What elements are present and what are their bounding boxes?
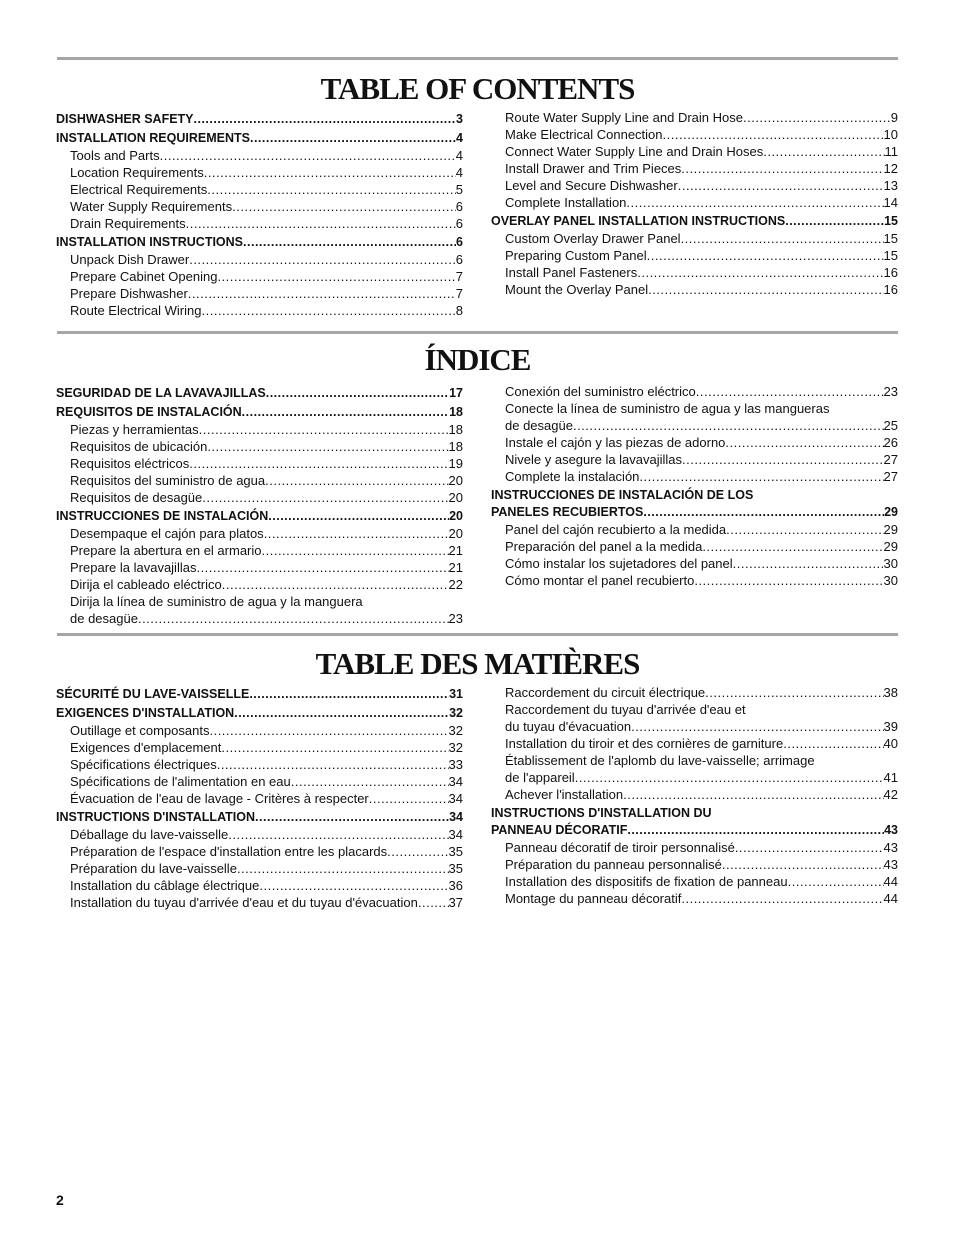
toc-entry-label: Préparation du lave-vaisselle [70,861,237,876]
toc-entry-page: 16 [883,282,898,297]
toc-entry-page: 18 [448,422,463,437]
toc-entry-page: 15 [883,248,898,263]
toc-heading-entry[interactable] [491,487,898,521]
toc-entry[interactable] [56,181,463,198]
toc-entry[interactable] [491,468,898,485]
toc-entry-label: Achever l'installation [505,787,624,802]
toc-entry-label-line1: Dirija la línea de suministro de agua y la manguera [70,594,363,609]
toc-entry[interactable] [56,542,463,559]
toc-entry-page: 6 [455,216,463,231]
toc-entry-label: Outillage et composants [70,723,210,738]
dot-leader [259,877,448,894]
dot-leader [217,268,455,285]
dot-leader [626,194,883,211]
dot-leader [202,302,456,319]
dot-leader [705,684,883,701]
dot-leader [639,468,883,485]
toc-entry-page: 35 [448,844,463,859]
toc-entry-label: Mount the Overlay Panel [505,282,649,297]
toc-entry[interactable] [56,843,463,860]
toc-entry[interactable] [56,773,463,790]
toc-entry-label: INSTRUCTIONS D'INSTALLATION [56,810,256,824]
toc-entry[interactable] [56,438,463,455]
toc-entry-label: Drain Requirements [70,216,186,231]
toc-entry-label: Requisitos de ubicación [70,439,208,454]
dot-leader [202,489,448,506]
dot-leader [265,472,448,489]
toc-entry[interactable] [491,160,898,177]
dot-leader [785,213,884,230]
toc-entry-label: Nivele y asegure la lavavajillas [505,452,683,467]
dot-leader [209,722,448,739]
toc-entry-label: Spécifications électriques [70,757,217,772]
toc-entry[interactable] [491,451,898,468]
toc-entry-label: INSTALLATION INSTRUCTIONS [56,235,244,249]
toc-entry-page: 9 [890,110,898,125]
dot-leader [160,147,456,164]
toc-entry-page: 6 [455,199,463,214]
toc-entry-label: Cómo montar el panel recubierto [505,573,695,588]
dot-leader [627,822,884,839]
toc-entry-label: INSTRUCCIONES DE INSTALACIÓN [56,509,269,523]
toc-heading-entry[interactable] [56,809,463,826]
toc-entry-page: 35 [448,861,463,876]
toc-entry-page: 41 [883,770,898,785]
toc-entry[interactable] [491,281,898,298]
toc-entry[interactable] [56,894,463,911]
dot-leader [369,790,449,807]
toc-entry[interactable] [491,400,898,434]
toc-entry[interactable] [491,109,898,126]
dot-leader [387,843,448,860]
toc-entry-page: 11 [884,144,898,159]
dot-leader [725,434,883,451]
section-divider [57,57,898,60]
toc-entry-label: REQUISITOS DE INSTALACIÓN [56,405,242,419]
section-divider [57,331,898,334]
dot-leader [788,873,884,890]
toc-entry[interactable] [56,251,463,268]
toc-entry-label-line1: Établissement de l'aplomb du lave-vaisselle; arrimage [505,753,815,768]
toc-entry[interactable] [491,126,898,143]
dot-leader [722,856,884,873]
toc-entry-page: 39 [883,719,898,734]
toc-entry-page: 25 [883,418,898,433]
dot-leader [643,504,884,521]
dot-leader [681,160,883,177]
toc-entry-label: Piezas y herramientas [70,422,199,437]
toc-entry-label: PANELES RECUBIERTOS [491,505,644,519]
toc-entry-page: 44 [883,874,898,889]
toc-entry-label: Requisitos eléctricos [70,456,190,471]
toc-right-column [491,109,898,298]
toc-entry-label: DISHWASHER SAFETY [56,112,194,126]
toc-entry-label: Déballage du lave-vaisselle [70,827,229,842]
toc-entry-page: 30 [883,556,898,571]
dot-leader [194,111,457,128]
toc-entry-page: 7 [455,286,463,301]
toc-entry[interactable] [56,790,463,807]
toc-entry[interactable] [491,890,898,907]
toc-entry-label: Route Water Supply Line and Drain Hose [505,110,743,125]
toc-entry-label: Location Requirements [70,165,204,180]
toc-heading-entry[interactable] [56,705,463,722]
dot-leader [262,542,449,559]
toc-entry-label: Prepare Dishwasher [70,286,188,301]
dot-leader [743,109,891,126]
toc-entry-label: Raccordement du circuit électrique [505,685,706,700]
toc-entry-label: Electrical Requirements [70,182,208,197]
toc-entry-label: Évacuation de l'eau de lavage - Critères à respecter [70,791,369,806]
toc-entry-label: Requisitos del suministro de agua [70,473,266,488]
toc-entry[interactable] [491,572,898,589]
toc-entry-label: Desempaque el cajón para platos [70,526,264,541]
toc-entry-page: 27 [883,452,898,467]
toc-entry-page: 43 [883,857,898,872]
toc-entry-label: Installation du tiroir et des cornières de garniture [505,736,784,751]
toc-entry-page: 38 [883,685,898,700]
toc-entry[interactable] [491,752,898,786]
toc-entry-label: Complete la instalación [505,469,640,484]
toc-entry-label: Installation du tuyau d'arrivée d'eau et du tuyau d'évacuation [70,895,418,910]
toc-entry-label: Conexión del suministro eléctrico [505,384,696,399]
dot-leader [255,809,449,826]
toc-entry[interactable] [491,839,898,856]
toc-entry[interactable] [491,701,898,735]
toc-entry-label: Requisitos de desagüe [70,490,203,505]
toc-heading-entry[interactable] [56,385,463,402]
indice-right-column [491,383,898,589]
toc-entry-page: 14 [883,195,898,210]
dot-leader [733,555,884,572]
toc-entry-label: Complete Installation [505,195,627,210]
toc-entry-label: Preparing Custom Panel [505,248,647,263]
toc-heading-entry[interactable] [56,508,463,525]
matieres-right-column [491,684,898,907]
matieres-left-column [56,684,463,911]
toc-entry[interactable] [491,684,898,701]
toc-entry-page: 32 [448,740,463,755]
dot-leader [783,735,883,752]
toc-entry-label: OVERLAY PANEL INSTALLATION INSTRUCTIONS [491,214,786,228]
toc-entry-page: 22 [448,577,463,592]
toc-entry-page: 4 [455,165,463,180]
dot-leader [188,285,456,302]
toc-entry-page: 21 [448,543,463,558]
dot-leader [681,230,884,247]
dot-leader [250,130,456,147]
toc-entry[interactable] [491,873,898,890]
toc-entry-page: 17 [449,386,463,400]
toc-entry-page: 32 [449,706,463,720]
dot-leader [196,559,448,576]
toc-entry-label: Custom Overlay Drawer Panel [505,231,681,246]
toc-entry-label: de desagüe [70,611,138,626]
toc-entry[interactable] [56,756,463,773]
toc-entry-label: Exigences d'emplacement [70,740,222,755]
toc-entry-page: 32 [448,723,463,738]
dot-leader [204,164,456,181]
toc-entry-page: 7 [455,269,463,284]
dot-leader [138,610,449,627]
dot-leader [735,839,884,856]
toc-entry[interactable] [56,147,463,164]
toc-entry[interactable] [56,722,463,739]
dot-leader [694,572,883,589]
dot-leader [268,508,449,525]
dot-leader [237,860,449,877]
toc-entry-page: 20 [448,526,463,541]
toc-entry-page: 37 [448,895,463,910]
toc-heading-entry[interactable] [56,234,463,251]
toc-entry[interactable] [56,559,463,576]
toc-heading-entry[interactable] [56,404,463,421]
toc-entry-page: 31 [449,687,463,701]
toc-entry-page: 33 [448,757,463,772]
toc-entry-page: 19 [448,456,463,471]
toc-entry[interactable] [56,860,463,877]
toc-entry-page: 43 [884,823,898,837]
dot-leader [186,215,456,232]
dot-leader [696,383,884,400]
toc-entry[interactable] [491,856,898,873]
toc-entry-page: 44 [883,891,898,906]
toc-entry-label: EXIGENCES D'INSTALLATION [56,706,235,720]
toc-entry[interactable] [491,230,898,247]
toc-entry-page: 10 [883,127,898,142]
toc-entry-label: Panneau décoratif de tiroir personnalisé [505,840,735,855]
toc-entry-label: Prepare Cabinet Opening [70,269,218,284]
toc-heading-entry[interactable] [491,213,898,230]
toc-entry-page: 34 [448,791,463,806]
toc-entry-label-line1: Conecte la línea de suministro de agua y las mangueras [505,401,830,416]
toc-entry-page: 26 [883,435,898,450]
toc-entry-label-line1: INSTRUCTIONS D'INSTALLATION DU [491,806,712,820]
toc-entry[interactable] [56,285,463,302]
dot-leader [682,451,884,468]
toc-entry-label: Prepare la abertura en el armario [70,543,262,558]
dot-leader [623,786,883,803]
dot-leader [249,686,449,703]
toc-entry[interactable] [56,489,463,506]
toc-entry-page: 20 [448,473,463,488]
toc-entry-label: Dirija el cableado eléctrico [70,577,222,592]
toc-entry-page: 4 [455,148,463,163]
toc-entry-label: Install Panel Fasteners [505,265,638,280]
toc-entry[interactable] [56,164,463,181]
toc-entry-page: 34 [448,827,463,842]
dot-leader [207,181,455,198]
dot-leader [217,756,449,773]
dot-leader [232,198,456,215]
toc-entry-label: Make Electrical Connection [505,127,663,142]
dot-leader [681,890,883,907]
toc-entry-label: Prepare la lavavajillas [70,560,197,575]
toc-entry[interactable] [56,268,463,285]
toc-entry[interactable] [56,215,463,232]
toc-entry-page: 34 [448,774,463,789]
toc-entry-page: 30 [883,573,898,588]
toc-heading-entry[interactable] [491,805,898,839]
toc-entry-page: 15 [883,231,898,246]
toc-entry-label: Unpack Dish Drawer [70,252,190,267]
toc-entry[interactable] [491,521,898,538]
dot-leader [234,705,449,722]
toc-entry-label: Montage du panneau décoratif [505,891,682,906]
toc-entry[interactable] [491,247,898,264]
section-title-matieres: TABLE DES MATIÈRES [315,646,640,681]
toc-entry-label-line1: Raccordement du tuyau d'arrivée d'eau et [505,702,746,717]
dot-leader [663,126,884,143]
dot-leader [207,438,448,455]
toc-entry-label: SEGURIDAD DE LA LAVAVAJILLAS [56,386,266,400]
toc-entry[interactable] [491,786,898,803]
page-number: 2 [56,1192,64,1208]
toc-entry[interactable] [491,555,898,572]
dot-leader [702,538,883,555]
section-title-toc: TABLE OF CONTENTS [320,71,635,106]
dot-leader [291,773,449,790]
dot-leader [242,404,449,421]
toc-entry-page: 36 [448,878,463,893]
toc-entry-page: 18 [448,439,463,454]
dot-leader [418,894,449,911]
toc-entry[interactable] [56,576,463,593]
toc-entry-page: 6 [455,252,463,267]
toc-entry-page: 23 [448,611,463,626]
toc-entry-page: 40 [883,736,898,751]
section-divider [57,633,898,636]
toc-entry-page: 3 [456,112,463,126]
toc-entry[interactable] [56,826,463,843]
toc-entry-page: 29 [883,522,898,537]
toc-entry-page: 16 [883,265,898,280]
dot-leader [648,281,883,298]
dot-leader [243,234,456,251]
toc-heading-entry[interactable] [56,111,463,128]
toc-entry-page: 42 [883,787,898,802]
toc-entry-label: PANNEAU DÉCORATIF [491,823,628,837]
dot-leader [189,251,456,268]
toc-entry-label: Install Drawer and Trim Pieces [505,161,682,176]
toc-entry-page: 8 [455,303,463,318]
toc-entry-page: 29 [884,505,898,519]
toc-entry[interactable] [56,472,463,489]
toc-entry-label: SÉCURITÉ DU LAVE-VAISSELLE [56,687,250,701]
toc-entry[interactable] [56,593,463,627]
toc-heading-entry[interactable] [56,686,463,703]
toc-left-column [56,109,463,319]
toc-entry-page: 20 [448,490,463,505]
toc-entry-label: Installation du câblage électrique [70,878,260,893]
toc-entry-label: INSTALLATION REQUIREMENTS [56,131,250,145]
toc-entry[interactable] [491,177,898,194]
toc-entry[interactable] [56,302,463,319]
toc-entry-label: Tools and Parts [70,148,160,163]
toc-entry[interactable] [56,455,463,472]
toc-entry-page: 34 [449,810,463,824]
dot-leader [575,769,884,786]
toc-entry-page: 27 [883,469,898,484]
toc-entry[interactable] [491,735,898,752]
toc-entry-label: Préparation de l'espace d'installation entre les placards [70,844,388,859]
toc-entry-label: de desagüe [505,418,573,433]
toc-entry[interactable] [56,525,463,542]
toc-entry[interactable] [491,194,898,211]
dot-leader [726,521,883,538]
toc-entry-page: 4 [456,131,463,145]
toc-entry-label: Water Supply Requirements [70,199,233,214]
toc-entry-page: 23 [883,384,898,399]
toc-entry-label: Level and Secure Dishwasher [505,178,678,193]
dot-leader [264,525,449,542]
toc-entry-page: 12 [883,161,898,176]
toc-heading-entry[interactable] [56,130,463,147]
toc-entry-page: 43 [883,840,898,855]
toc-entry-label: Préparation du panneau personnalisé [505,857,722,872]
dot-leader [266,385,449,402]
toc-entry[interactable] [56,877,463,894]
toc-entry-page: 6 [456,235,463,249]
toc-entry[interactable] [491,538,898,555]
dot-leader [678,177,884,194]
toc-entry[interactable] [56,421,463,438]
toc-entry[interactable] [491,264,898,281]
toc-entry-label: Route Electrical Wiring [70,303,202,318]
toc-entry-page: 15 [884,214,898,228]
section-title-indice: ÍNDICE [424,342,531,377]
toc-entry[interactable] [56,198,463,215]
toc-entry-label: du tuyau d'évacuation [505,719,632,734]
indice-left-column [56,383,463,627]
toc-entry-page: 18 [449,405,463,419]
toc-entry-label-line1: INSTRUCCIONES DE INSTALACIÓN DE LOS [491,488,754,502]
toc-entry-label: Connect Water Supply Line and Drain Hoses [505,144,764,159]
dot-leader [631,718,883,735]
toc-entry-label: de l'appareil [505,770,575,785]
dot-leader [189,455,448,472]
dot-leader [763,143,884,160]
toc-entry[interactable] [491,383,898,400]
toc-entry[interactable] [491,434,898,451]
toc-entry[interactable] [56,739,463,756]
toc-entry-page: 21 [448,560,463,575]
toc-entry-page: 13 [883,178,898,193]
toc-entry-label: Instale el cajón y las piezas de adorno [505,435,726,450]
toc-entry-page: 20 [449,509,463,523]
toc-entry-label: Preparación del panel a la medida [505,539,703,554]
dot-leader [637,264,883,281]
toc-entry-label: Spécifications de l'alimentation en eau [70,774,291,789]
toc-entry-label: Installation des dispositifs de fixation de panneau [505,874,788,889]
toc-entry-page: 29 [883,539,898,554]
dot-leader [221,739,448,756]
toc-entry-label: Panel del cajón recubierto a la medida [505,522,727,537]
dot-leader [199,421,449,438]
toc-entry-label: Cómo instalar los sujetadores del panel [505,556,733,571]
dot-leader [222,576,449,593]
dot-leader [647,247,884,264]
dot-leader [228,826,448,843]
toc-entry-page: 5 [455,182,463,197]
toc-entry[interactable] [491,143,898,160]
dot-leader [573,417,884,434]
